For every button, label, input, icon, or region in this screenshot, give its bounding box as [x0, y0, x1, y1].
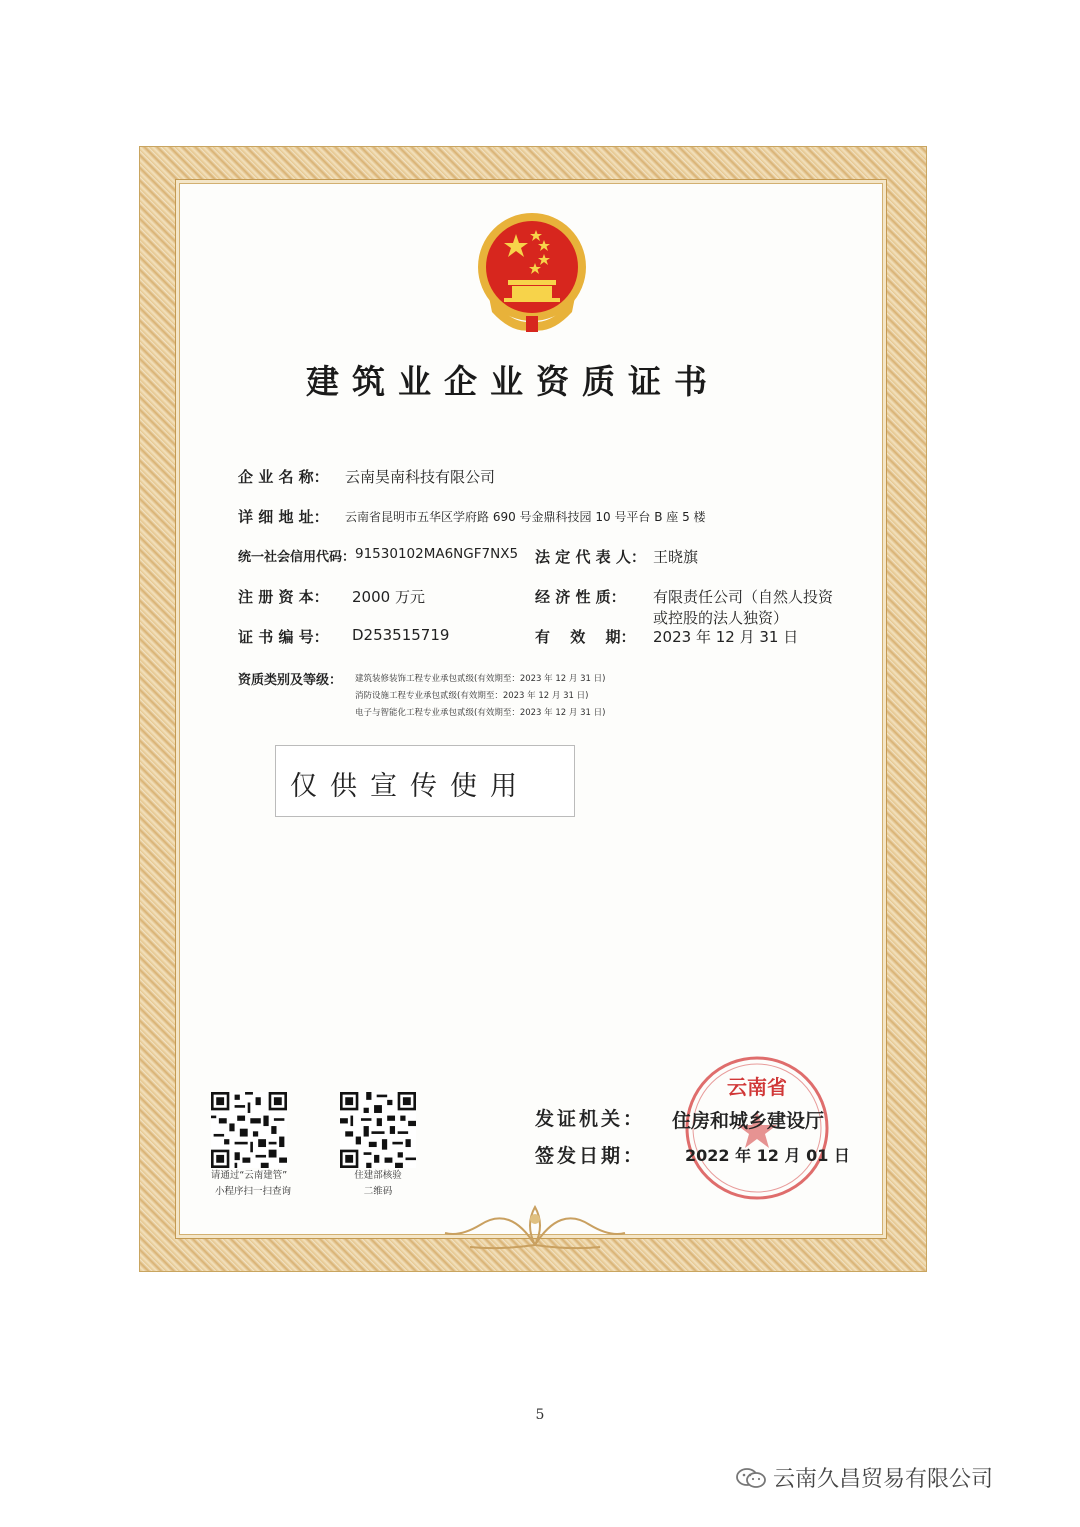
nature-value-line1: 有限责任公司（自然人投资 — [653, 588, 834, 606]
seal-text: 云南省 — [727, 1075, 787, 1099]
credit-code-label: 统一社会信用代码： — [238, 550, 356, 565]
company-name-label: 企 业 名 称： — [238, 468, 329, 486]
qr-code-right-icon[interactable] — [340, 1092, 416, 1168]
valid-until-label: 有 效 期： — [535, 628, 636, 646]
qualification-item: 电子与智能化工程专业承包贰级(有效期至：2023 年 12 月 31 日) — [355, 708, 606, 718]
wechat-account-footer — [735, 1462, 993, 1493]
promo-only-text: 仅供宣传使用 — [290, 771, 530, 802]
valid-until-value: 2023 年 12 月 31 日 — [653, 628, 799, 646]
qr-left-caption-2: 小程序扫一扫查询 — [214, 1186, 291, 1197]
address-label: 详 细 地 址： — [238, 508, 329, 526]
qr-code-left-icon[interactable] — [211, 1092, 287, 1168]
wechat-icon — [735, 1467, 767, 1489]
qualification-label: 资质类别及等级： — [238, 673, 343, 688]
legal-rep-label: 法 定 代 表 人： — [535, 548, 646, 566]
footer-account-name: 云南久昌贸易有限公司 — [773, 1467, 994, 1492]
certificate-title: 建筑业企业资质证书 — [306, 362, 720, 401]
issuer-value: 住房和城乡建设厅 — [672, 1110, 825, 1132]
nature-label: 经 济 性 质： — [535, 588, 626, 606]
capital-label: 注 册 资 本： — [238, 588, 329, 606]
address-value: 云南省昆明市五华区学府路 690 号金鼎科技园 10 号平台 B 座 5 楼 — [345, 510, 706, 524]
page-number: 5 — [535, 1407, 545, 1423]
credit-code-value: 91530102MA6NGF7NX5 — [355, 546, 519, 562]
issuer-label: 发证机关： — [535, 1108, 646, 1130]
qualification-item: 消防设施工程专业承包贰级(有效期至：2023 年 12 月 31 日) — [355, 691, 589, 701]
qr-right-caption-1: 住建部核验 — [354, 1170, 402, 1181]
company-name-value: 云南昊南科技有限公司 — [345, 468, 496, 486]
cert-no-value: D253515719 — [352, 626, 450, 644]
legal-rep-value: 王晓旗 — [653, 548, 699, 566]
capital-value: 2000 万元 — [352, 588, 425, 606]
qr-left-caption-1: 请通过“云南建管” — [210, 1170, 288, 1181]
qr-right-caption-2: 二维码 — [363, 1186, 393, 1197]
promo-only-box — [275, 745, 575, 817]
qualification-item: 建筑装修装饰工程专业承包贰级(有效期至：2023 年 12 月 31 日) — [355, 674, 606, 684]
issue-date-value: 2022 年 12 月 01 日 — [685, 1146, 850, 1165]
ornament-flourish-icon — [440, 1195, 630, 1255]
cert-no-label: 证 书 编 号： — [238, 628, 329, 646]
national-emblem-icon — [472, 212, 592, 334]
nature-value-line2: 或控股的法人独资） — [653, 609, 789, 627]
issue-date-label: 签发日期： — [535, 1145, 646, 1167]
